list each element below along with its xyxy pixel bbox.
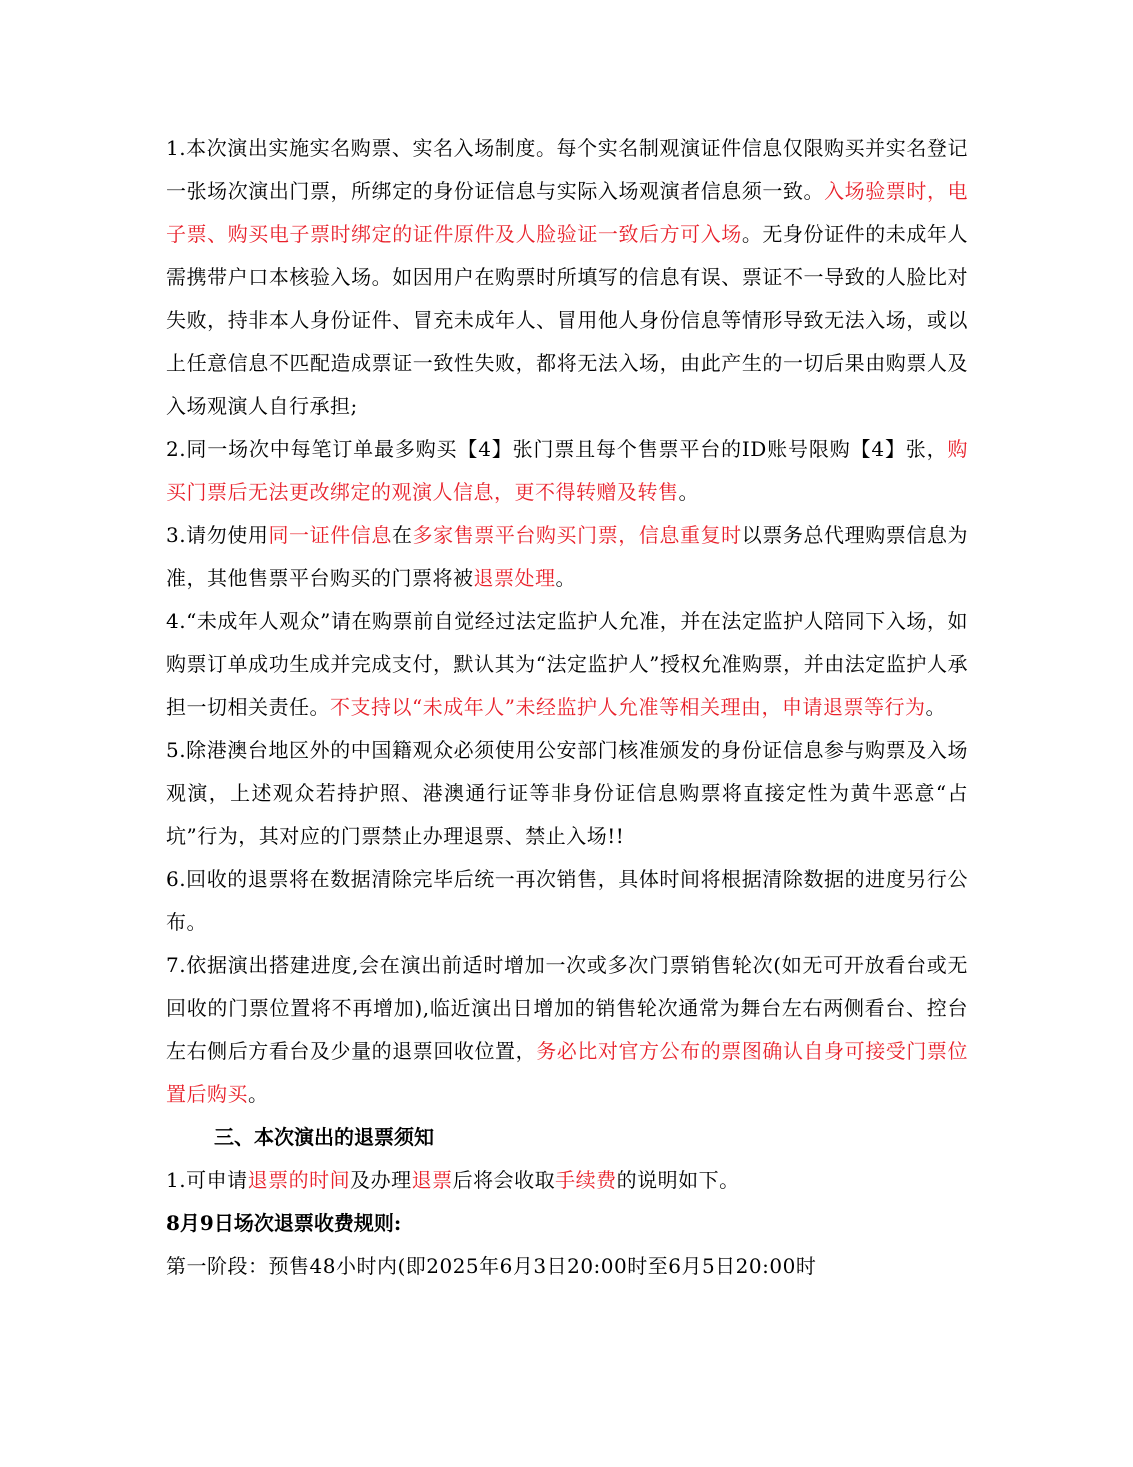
item-7-text-a: 7.依据演出搭建进度,会在演出前适时增加一次或多次门票销售轮次(如无可开放看台或无回收的门票位置将不再增加),临近演出日增加的销售轮次通常为舞台左右两侧看台、控台左右侧后方看台及少量的退票回收位置， — [166, 953, 968, 1063]
item-6 — [166, 858, 968, 944]
item-3-highlight-a: 同一证件信息 — [268, 523, 392, 547]
item-6-text: 6.回收的退票将在数据清除完毕后统一再次销售，具体时间将根据清除数据的进度另行公布。 — [166, 867, 968, 934]
refund-intro-text-c: 后将会收取 — [452, 1168, 556, 1192]
item-2-text-a: 2.同一场次中每笔订单最多购买【4】张门票且每个售票平台的ID账号限购【4】张， — [166, 437, 948, 461]
refund-intro-highlight-a: 退票的时间 — [247, 1168, 351, 1192]
item-5 — [166, 729, 968, 858]
item-4-text-a: 4.“未成年人观众”请在购票前自觉经过法定监护人允准，并在法定监护人陪同下入场，如购票订单成功生成并完成支付，默认其为“法定监护人”授权允准购票，并由法定监护人承担一切相关责任。 — [166, 609, 968, 719]
document-page — [166, 127, 968, 1288]
refund-intro-highlight-b: 退票 — [411, 1168, 453, 1192]
refund-intro-text-d: 的说明如下。 — [616, 1168, 740, 1192]
item-3-highlight-b: 多家售票平台购买门票，信息重复时 — [412, 523, 742, 547]
rule-title: 8月9日场次退票收费规则: — [166, 1211, 402, 1235]
item-3-text-d: 。 — [555, 566, 576, 590]
item-3 — [166, 514, 968, 600]
item-1-highlight: 入场验票时，电子票、购买电子票时绑定的证件原件及人脸验证一致后方可入场 — [166, 179, 969, 246]
item-5-text: 5.除港澳台地区外的中国籍观众必须使用公安部门核准颁发的身份证信息参与购票及入场观演，上述观众若持护照、港澳通行证等非身份证信息购票将直接定性为黄牛恶意“占坑”行为，其对应的门票禁止办理退票、禁止入场!! — [166, 738, 968, 848]
section-heading: 三、本次演出的退票须知 — [214, 1125, 434, 1149]
item-1-text-a: 1.本次演出实施实名购票、实名入场制度。每个实名制观演证件信息仅限购买并实名登记一张场次演出门票，所绑定的身份证信息与实际入场观演者信息须一致。 — [166, 136, 968, 203]
stage-one: 第一阶段：预售48小时内(即2025年6月3日20:00时至6月5日20:00时 — [166, 1254, 817, 1278]
item-3-highlight-c: 退票处理 — [473, 566, 556, 590]
item-4-highlight: 不支持以“未成年人”未经监护人允准等相关理由，申请退票等行为 — [330, 695, 926, 719]
item-7-highlight: 务必比对官方公布的票图确认自身可接受门票位置后购买 — [166, 1039, 969, 1106]
item-1 — [166, 127, 968, 428]
item-4 — [166, 600, 968, 729]
item-4-text-b: 。 — [925, 695, 946, 719]
refund-intro-highlight-c: 手续费 — [555, 1168, 617, 1192]
item-3-text-a: 3.请勿使用 — [166, 523, 269, 547]
item-7 — [166, 944, 968, 1116]
item-7-text-b: 。 — [248, 1082, 269, 1106]
item-2-highlight: 购买门票后无法更改绑定的观演人信息，更不得转赠及转售 — [166, 437, 968, 504]
item-3-text-c: 以票务总代理购票信息为准，其他售票平台购买的门票将被 — [166, 523, 969, 590]
refund-intro-text-b: 及办理 — [350, 1168, 412, 1192]
refund-intro-text-a: 1.可申请 — [166, 1168, 248, 1192]
item-2-text-b: 。 — [678, 480, 699, 504]
refund-intro — [166, 1159, 968, 1202]
item-3-text-b: 在 — [391, 523, 413, 547]
item-2 — [166, 428, 968, 514]
item-1-text-b: 。无身份证件的未成年人需携带户口本核验入场。如因用户在购票时所填写的信息有误、票证不一导致的人脸比对失败，持非本人身份证件、冒充未成年人、冒用他人身份信息等情形导致无法入场，或以上任意信息不匹配造成票证一致性失败，都将无法入场，由此产生的一切后果由购票人及入场观演人自行承担; — [166, 222, 969, 418]
